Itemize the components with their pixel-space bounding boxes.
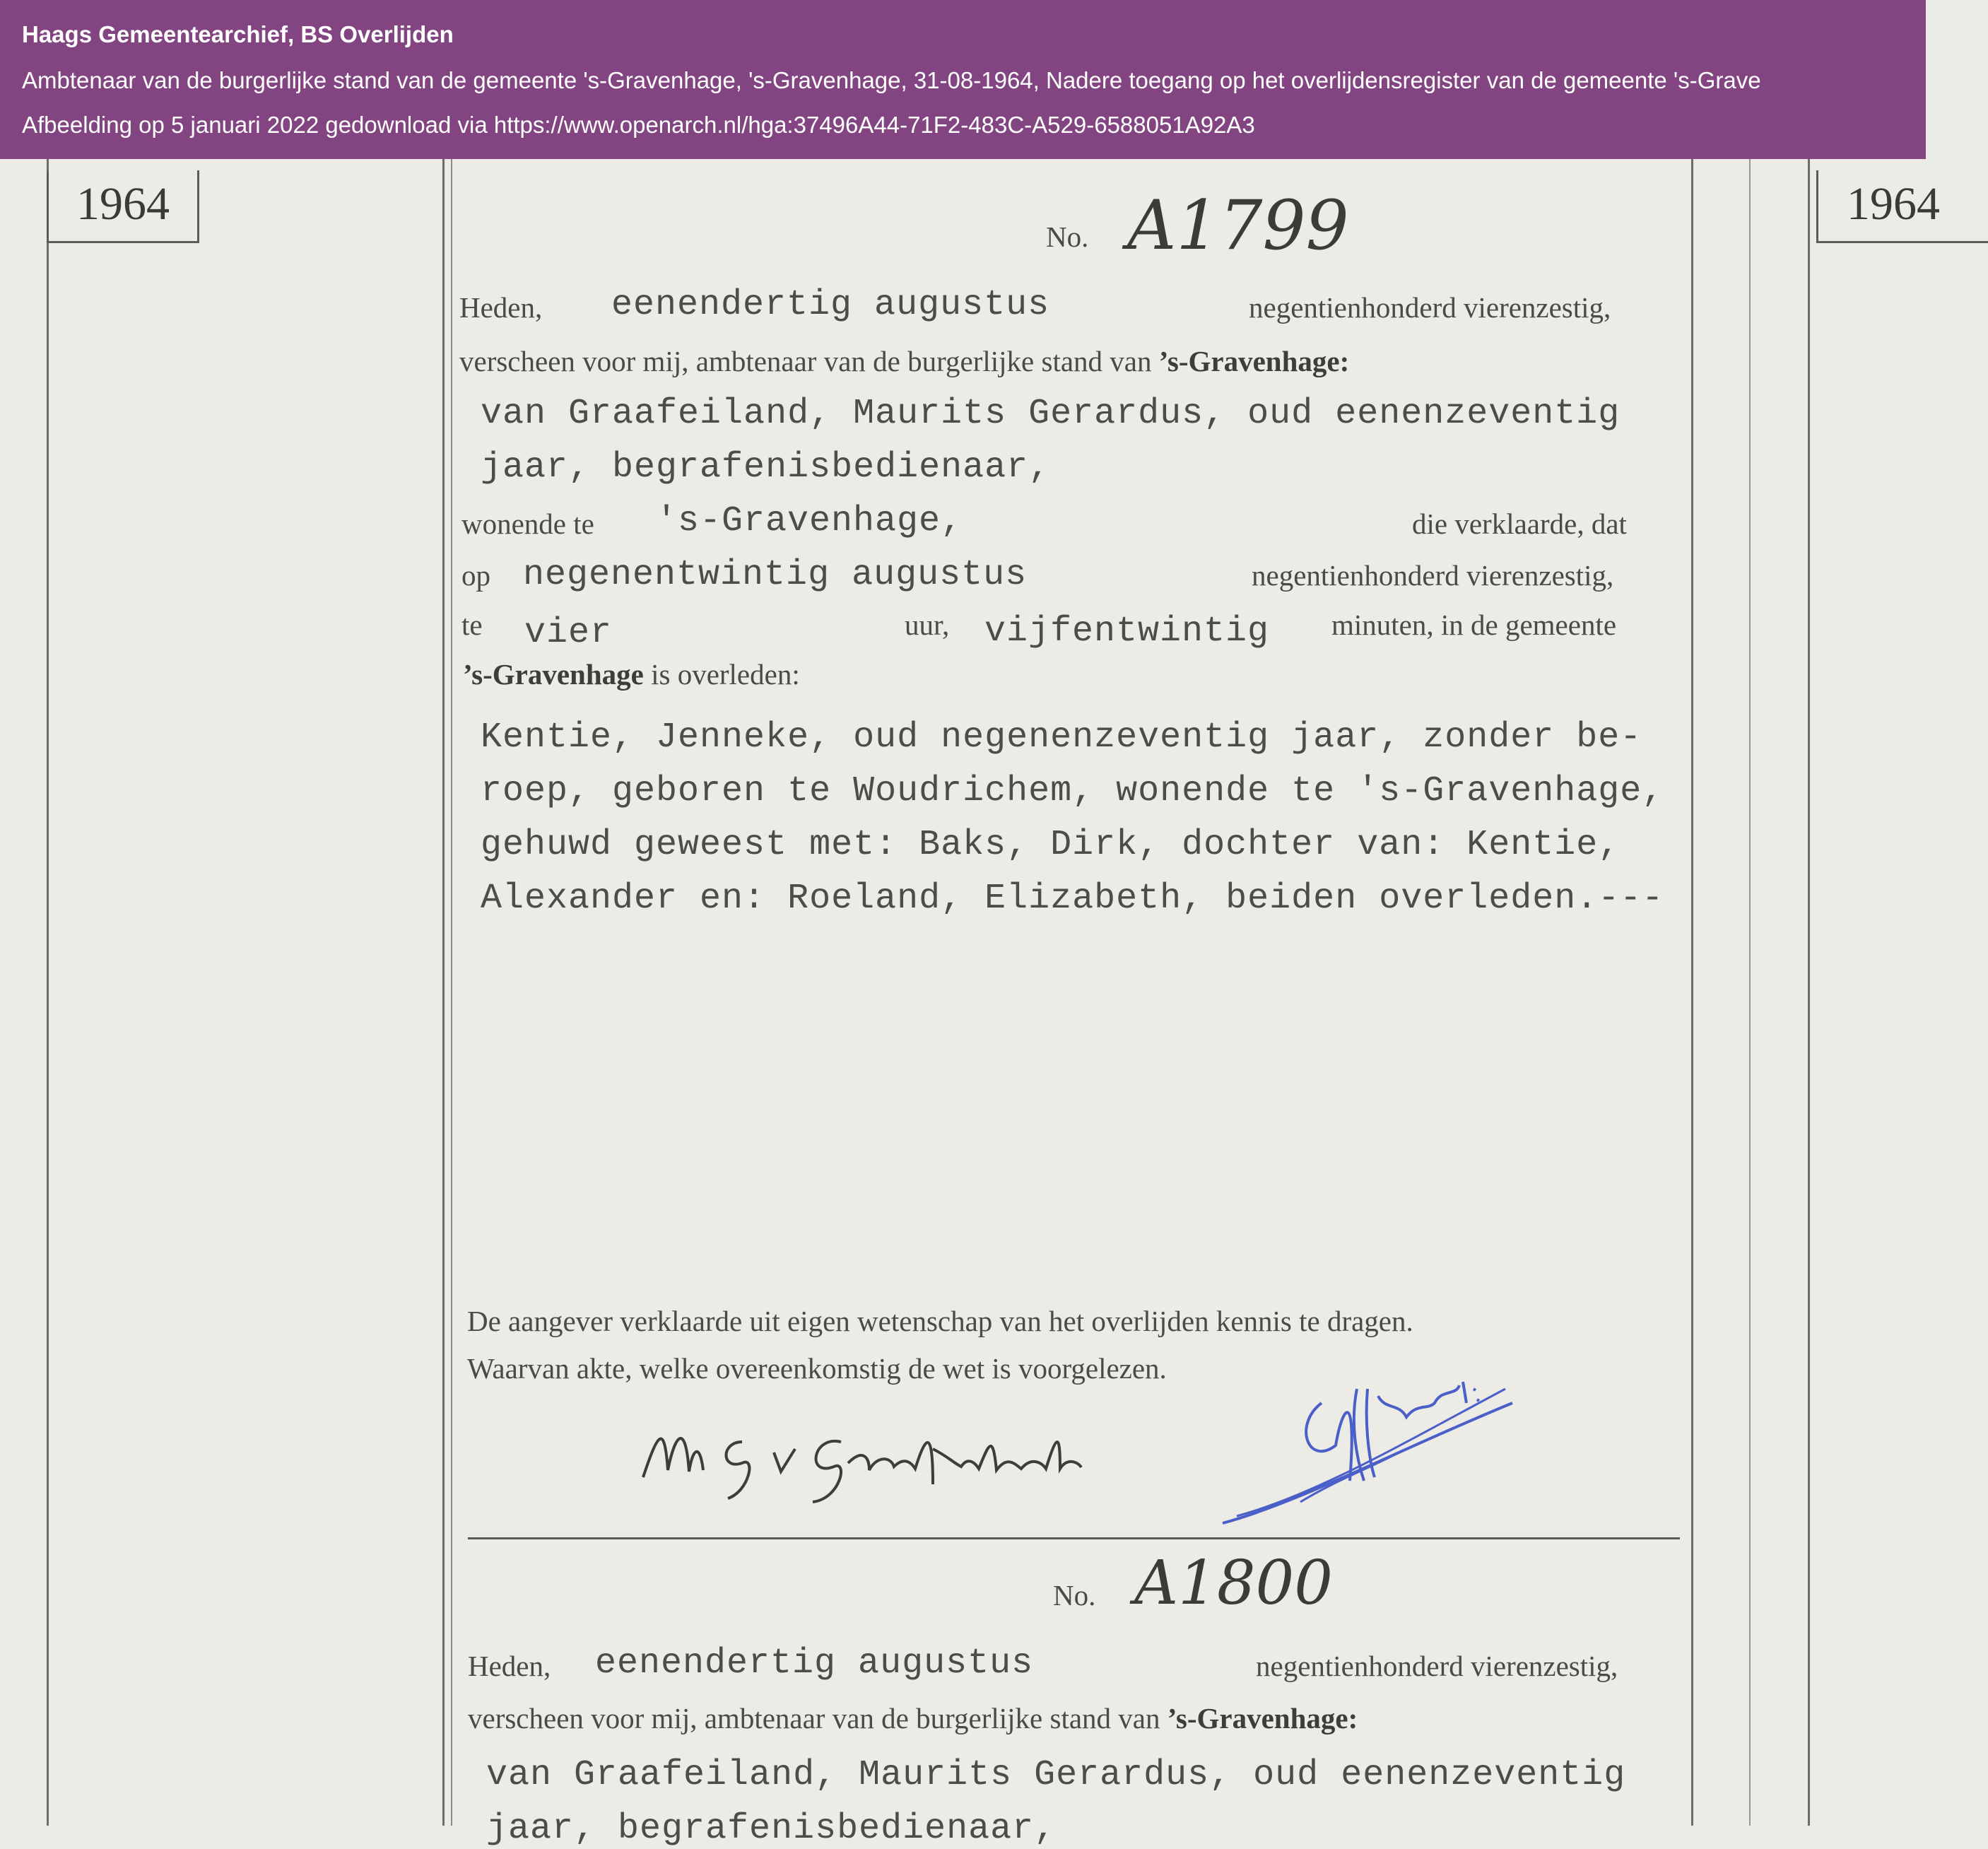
record1-op-label: op (461, 559, 490, 592)
record1-place: ’s-Gravenhage: (1158, 345, 1350, 377)
next-page-margin (1808, 159, 1810, 1826)
record1-hour: vier (524, 613, 613, 653)
record2-heden-label: Heden, (468, 1650, 551, 1682)
record1-place2: ’s-Gravenhage (463, 658, 644, 691)
record2-declarant-line1: van Graafeiland, Maurits Gerardus, oud eenenzeventig (486, 1755, 1626, 1795)
record1-number: A1799 (1127, 186, 1349, 265)
record2-year-printed: negentienhonderd vierenzestig, (1256, 1650, 1618, 1682)
record1-year-printed: negentienhonderd vierenzestig, (1249, 291, 1611, 324)
record1-deceased-line: gehuwd geweest met: Baks, Dirk, dochter van: Kentie, (481, 825, 1621, 865)
record1-te-label: te (461, 609, 483, 641)
column-line-inner (451, 159, 452, 1826)
record1-heden-label: Heden, (459, 291, 543, 324)
record1-uur-label: uur, (905, 609, 950, 641)
record2-declarant-line2: jaar, begrafenisbedienaar, (486, 1809, 1057, 1849)
record2-date-typed: eenendertig augustus (595, 1643, 1034, 1684)
record2-no-label: No. (1053, 1579, 1096, 1612)
official-signature (1216, 1361, 1527, 1544)
record1-declarant-line2: jaar, begrafenisbedienaar, (481, 447, 1051, 488)
record1-closing-line1: De aangever verklaarde uit eigen wetenschap van het overlijden kennis te dragen. (467, 1305, 1413, 1337)
record1-deceased-line: Alexander en: Roeland, Elizabeth, beiden overleden.--- (481, 879, 1664, 919)
record1-verscheen: verscheen voor mij, ambtenaar van de burgerlijke stand van ’s-Gravenhage: (459, 345, 1350, 377)
record1-overleden-line: ’s-Gravenhage is overleden: (463, 658, 800, 691)
record1-declarant-line1: van Graafeiland, Maurits Gerardus, oud eenenzeventig (481, 394, 1621, 434)
archive-header (0, 0, 1926, 159)
year-box-left: 1964 (47, 170, 199, 243)
record2-verscheen: verscheen voor mij, ambtenaar van de burgerlijke stand van ’s-Gravenhage: (468, 1702, 1358, 1734)
record1-minutes: vijfentwintig (984, 611, 1270, 652)
record1-death-date: negenentwintig augustus (523, 555, 1028, 595)
left-margin-line (47, 159, 49, 1826)
record1-date-typed: eenendertig augustus (611, 285, 1050, 325)
header-description: Ambtenaar van de burgerlijke stand van de gemeente 's-Gravenhage, 's-Gravenhage, 31-08-1964, Nadere toegang op het overlijdensregister van de gemeente 's-Grave (22, 67, 1761, 93)
record2-number: A1800 (1134, 1548, 1333, 1619)
register-scan (0, 159, 1940, 1849)
record1-closing-line2: Waarvan akte, welke overeenkomstig de wet is voorgelezen. (467, 1352, 1167, 1385)
page-edge-right (1749, 159, 1751, 1826)
header-title: Haags Gemeentearchief, BS Overlijden (22, 21, 454, 47)
record1-wonende-label: wonende te (461, 507, 594, 540)
header-download-info: Afbeelding op 5 januari 2022 gedownload via https://www.openarch.nl/hga:37496A44-71F2-483C-A529-6588051A92A3 (22, 112, 1255, 138)
record2-place: ’s-Gravenhage: (1167, 1702, 1358, 1734)
record1-death-year: negentienhonderd vierenzestig, (1252, 559, 1614, 592)
column-line-right (1691, 159, 1693, 1826)
column-line-left (442, 159, 445, 1826)
declarant-signature (636, 1392, 1145, 1505)
record1-no-label: No. (1046, 221, 1089, 253)
record1-wonende-value: 's-Gravenhage, (656, 501, 963, 541)
record1-verklaarde: die verklaarde, dat (1412, 507, 1627, 540)
year-box-right: 1964 (1816, 170, 1988, 243)
record1-deceased-line: roep, geboren te Woudrichem, wonende te 's-Gravenhage, (481, 771, 1664, 811)
record1-minuten-label: minuten, in de gemeente (1331, 609, 1617, 641)
record1-deceased-line: Kentie, Jenneke, oud negenenzeventig jaar, zonder be- (481, 717, 1642, 758)
